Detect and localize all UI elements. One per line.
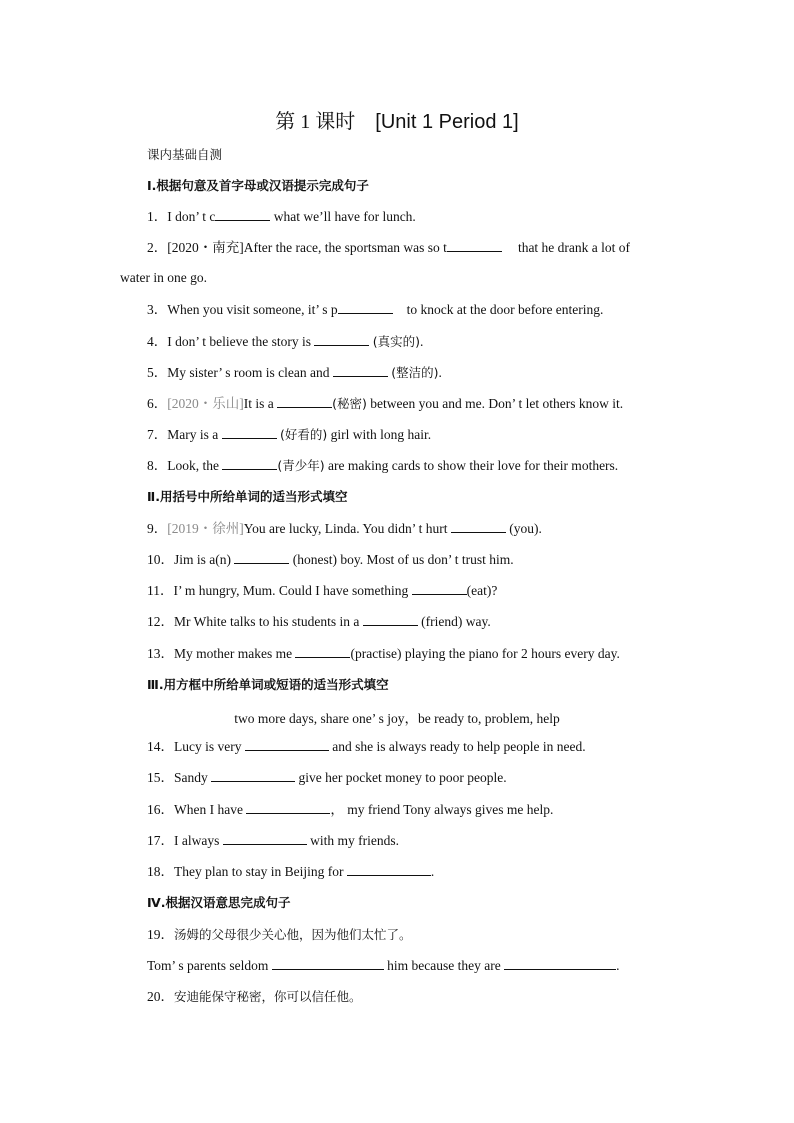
answer-blank[interactable]	[246, 801, 330, 814]
answer-blank[interactable]	[215, 208, 270, 221]
question-5: 5．My sister’ s room is clean and (整洁的).	[147, 365, 442, 380]
answer-blank[interactable]	[222, 426, 277, 439]
section-1-heading: Ⅰ.根据句意及首字母或汉语提示完成句子	[147, 178, 369, 193]
question-15: 15．Sandy give her pocket money to poor people.	[147, 770, 507, 785]
question-3: 3．When you visit someone, it’ s p to knock at the door before entering.	[147, 302, 604, 317]
answer-blank[interactable]	[347, 863, 431, 876]
answer-blank[interactable]	[314, 333, 369, 346]
section-4-heading: Ⅳ.根据汉语意思完成句子	[147, 895, 291, 910]
question-19: 19．汤姆的父母很少关心他，因为他们太忙了。	[147, 927, 412, 942]
question-2-continued: water in one go.	[120, 270, 207, 285]
question-17: 17．I always with my friends.	[147, 833, 399, 848]
answer-blank[interactable]	[451, 520, 506, 533]
question-1: 1．I don’ t c what we’ll have for lunch.	[147, 209, 416, 224]
answer-blank[interactable]	[447, 239, 502, 252]
answer-blank[interactable]	[222, 457, 277, 470]
subtitle: 课内基础自测	[147, 147, 223, 162]
answer-blank[interactable]	[504, 957, 616, 970]
question-9: 9．[2019・徐州]You are lucky, Linda. You didn’ t hurt (you).	[147, 521, 542, 536]
answer-blank[interactable]	[363, 613, 418, 626]
question-18: 18．They plan to stay in Beijing for .	[147, 864, 435, 879]
page-title	[0, 105, 794, 134]
answer-blank[interactable]	[277, 395, 332, 408]
section-3-heading: Ⅲ.用方框中所给单词或短语的适当形式填空	[147, 677, 389, 692]
title-cn: 第 1 课时	[275, 111, 356, 133]
word-box: two more days, share one’ s joy，be ready to, problem, help	[234, 711, 560, 726]
question-10: 10．Jim is a(n) (honest) boy. Most of us don’ t trust him.	[147, 552, 514, 567]
question-6: 6．[2020・乐山]It is a (秘密) between you and me. Don’ t let others know it.	[147, 396, 624, 411]
answer-blank[interactable]	[272, 957, 384, 970]
question-8: 8．Look, the (青少年) are making cards to show their love for their mothers.	[147, 458, 619, 473]
answer-blank[interactable]	[211, 769, 295, 782]
question-16: 16．When I have ， my friend Tony always gives me help.	[147, 802, 554, 817]
question-11: 11．I’ m hungry, Mum. Could I have something (eat)?	[147, 583, 498, 598]
question-20: 20．安迪能保守秘密，你可以信任他。	[147, 989, 362, 1004]
title-en: [Unit 1 Period 1]	[375, 111, 519, 133]
question-14: 14．Lucy is very and she is always ready to help people in need.	[147, 739, 586, 754]
question-13: 13．My mother makes me (practise) playing the piano for 2 hours every day.	[147, 646, 620, 661]
question-19-answer: Tom’ s parents seldom him because they are .	[147, 958, 620, 973]
question-7: 7．Mary is a (好看的) girl with long hair.	[147, 427, 432, 442]
answer-blank[interactable]	[245, 738, 329, 751]
answer-blank[interactable]	[234, 551, 289, 564]
answer-blank[interactable]	[338, 301, 393, 314]
answer-blank[interactable]	[223, 832, 307, 845]
answer-blank[interactable]	[333, 364, 388, 377]
question-12: 12．Mr White talks to his students in a (friend) way.	[147, 614, 491, 629]
question-4: 4．I don’ t believe the story is (真实的).	[147, 334, 424, 349]
answer-blank[interactable]	[295, 645, 350, 658]
section-2-heading: Ⅱ.用括号中所给单词的适当形式填空	[147, 489, 348, 504]
answer-blank[interactable]	[412, 582, 467, 595]
question-2: 2．[2020・南充]After the race, the sportsman was so t that he drank a lot of	[147, 240, 631, 255]
